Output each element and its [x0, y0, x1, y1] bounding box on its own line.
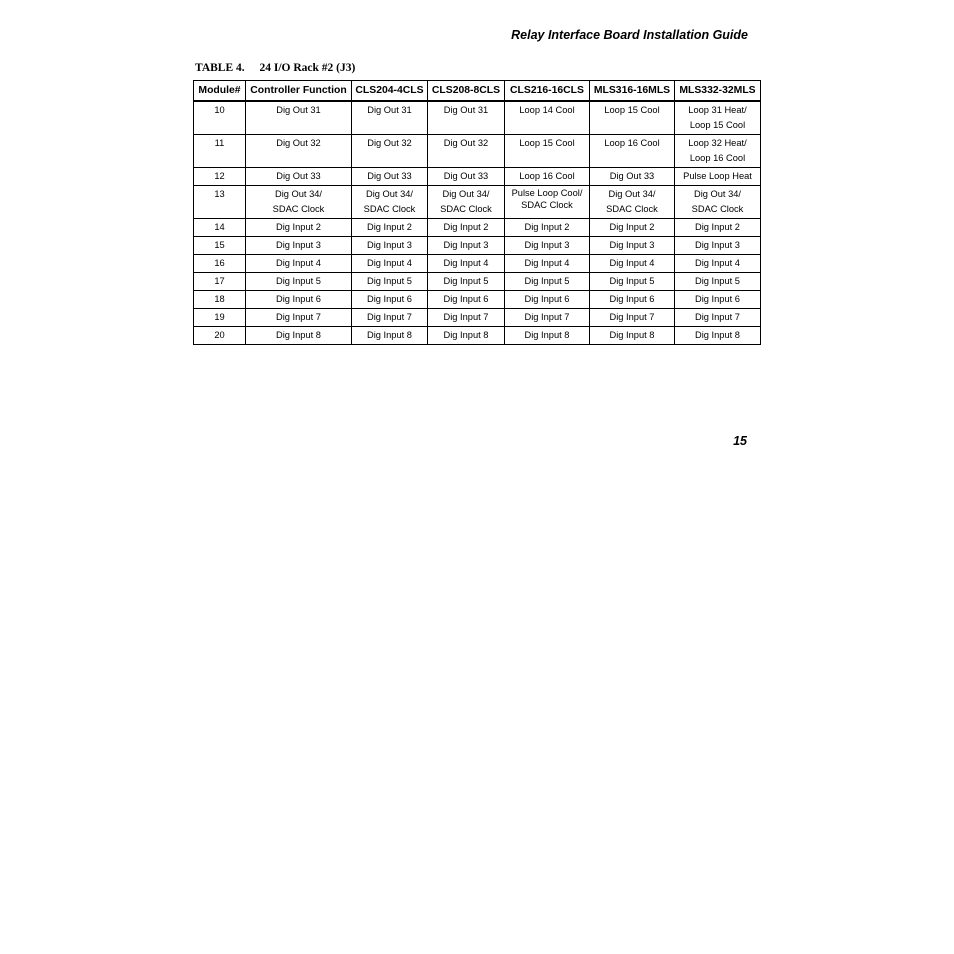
table-cell: Dig Input 3	[675, 237, 761, 255]
column-header: MLS332-32MLS	[675, 81, 761, 102]
table-cell: Dig Input 7	[246, 309, 352, 327]
table-cell: Pulse Loop Cool/ SDAC Clock	[505, 186, 590, 219]
table-cell: Dig Input 4	[246, 255, 352, 273]
table-cell: Dig Input 5	[505, 273, 590, 291]
table-cell: Dig Input 8	[246, 327, 352, 345]
table-cell: Dig Input 7	[675, 309, 761, 327]
table-cell: Dig Input 4	[428, 255, 505, 273]
table-cell: Dig Out 32	[246, 135, 352, 168]
table-cell: Dig Input 3	[352, 237, 428, 255]
table-cell: Dig Out 31	[246, 101, 352, 135]
column-header: Module#	[194, 81, 246, 102]
table-cell: Loop 32 Heat/ Loop 16 Cool	[675, 135, 761, 168]
table-row	[194, 309, 761, 327]
table-row	[194, 168, 761, 186]
table-cell: Dig Input 6	[428, 291, 505, 309]
io-rack-table	[193, 80, 761, 345]
table-row	[194, 219, 761, 237]
table-cell: Dig Input 5	[675, 273, 761, 291]
table-caption-label: TABLE 4.	[195, 62, 245, 74]
module-number-cell: 13	[194, 186, 246, 219]
table-cell: Dig Input 7	[505, 309, 590, 327]
page-number: 15	[733, 434, 747, 448]
table-body	[194, 101, 761, 345]
table-cell: Dig Input 4	[505, 255, 590, 273]
table-cell: Dig Out 33	[590, 168, 675, 186]
table-row	[194, 273, 761, 291]
table-row	[194, 135, 761, 168]
table-cell: Dig Input 3	[246, 237, 352, 255]
table-cell: Dig Input 5	[352, 273, 428, 291]
table-cell: Loop 15 Cool	[590, 101, 675, 135]
module-number-cell: 14	[194, 219, 246, 237]
module-number-cell: 15	[194, 237, 246, 255]
table-caption	[195, 62, 355, 74]
table-header-row	[194, 81, 761, 102]
table-cell: Dig Input 2	[428, 219, 505, 237]
table-cell: Loop 31 Heat/ Loop 15 Cool	[675, 101, 761, 135]
table-cell: Dig Out 34/ SDAC Clock	[352, 186, 428, 219]
table-cell: Loop 15 Cool	[505, 135, 590, 168]
column-header: CLS204-4CLS	[352, 81, 428, 102]
table-cell: Pulse Loop Heat	[675, 168, 761, 186]
module-number-cell: 18	[194, 291, 246, 309]
table-cell: Dig Out 33	[246, 168, 352, 186]
module-number-cell: 17	[194, 273, 246, 291]
module-number-cell: 12	[194, 168, 246, 186]
table-cell: Loop 16 Cool	[590, 135, 675, 168]
table-caption-title: 24 I/O Rack #2 (J3)	[259, 62, 356, 74]
table-cell: Dig Out 33	[428, 168, 505, 186]
table-cell: Dig Input 4	[675, 255, 761, 273]
table-cell: Dig Input 7	[590, 309, 675, 327]
table-cell: Dig Input 8	[675, 327, 761, 345]
table-row	[194, 186, 761, 219]
table-cell: Dig Input 8	[352, 327, 428, 345]
table-cell: Dig Input 3	[428, 237, 505, 255]
table-cell: Dig Input 4	[352, 255, 428, 273]
table-cell: Dig Out 32	[352, 135, 428, 168]
table-cell: Dig Out 33	[352, 168, 428, 186]
table-cell: Dig Input 2	[590, 219, 675, 237]
column-header: MLS316-16MLS	[590, 81, 675, 102]
table-cell: Dig Input 5	[428, 273, 505, 291]
table-cell: Dig Input 7	[352, 309, 428, 327]
table-cell: Dig Out 34/ SDAC Clock	[675, 186, 761, 219]
column-header: Controller Function	[246, 81, 352, 102]
module-number-cell: 10	[194, 101, 246, 135]
table-row	[194, 237, 761, 255]
table-cell: Dig Input 2	[505, 219, 590, 237]
table-cell: Dig Input 2	[246, 219, 352, 237]
table-cell: Loop 16 Cool	[505, 168, 590, 186]
table-cell: Dig Input 2	[352, 219, 428, 237]
table-cell: Dig Input 5	[590, 273, 675, 291]
table-cell: Dig Out 31	[352, 101, 428, 135]
table-cell: Dig Input 2	[675, 219, 761, 237]
module-number-cell: 20	[194, 327, 246, 345]
module-number-cell: 11	[194, 135, 246, 168]
table-cell: Dig Input 3	[505, 237, 590, 255]
table-cell: Dig Input 4	[590, 255, 675, 273]
table-row	[194, 291, 761, 309]
module-number-cell: 16	[194, 255, 246, 273]
table-cell: Dig Input 6	[246, 291, 352, 309]
table-cell: Dig Input 6	[675, 291, 761, 309]
table-cell: Loop 14 Cool	[505, 101, 590, 135]
table-cell: Dig Out 31	[428, 101, 505, 135]
table-cell: Dig Input 7	[428, 309, 505, 327]
table-cell: Dig Input 6	[352, 291, 428, 309]
table-row	[194, 327, 761, 345]
table-cell: Dig Out 34/ SDAC Clock	[428, 186, 505, 219]
running-header: Relay Interface Board Installation Guide	[511, 28, 748, 42]
table-cell: Dig Out 32	[428, 135, 505, 168]
table-cell: Dig Input 8	[505, 327, 590, 345]
column-header: CLS216-16CLS	[505, 81, 590, 102]
column-header: CLS208-8CLS	[428, 81, 505, 102]
table-cell: Dig Input 3	[590, 237, 675, 255]
table-cell: Dig Input 8	[590, 327, 675, 345]
table-cell: Dig Input 8	[428, 327, 505, 345]
module-number-cell: 19	[194, 309, 246, 327]
table-row	[194, 255, 761, 273]
table-cell: Dig Out 34/ SDAC Clock	[246, 186, 352, 219]
table-cell: Dig Out 34/ SDAC Clock	[590, 186, 675, 219]
table-cell: Dig Input 6	[505, 291, 590, 309]
table-row	[194, 101, 761, 135]
table-cell: Dig Input 5	[246, 273, 352, 291]
table-cell: Dig Input 6	[590, 291, 675, 309]
